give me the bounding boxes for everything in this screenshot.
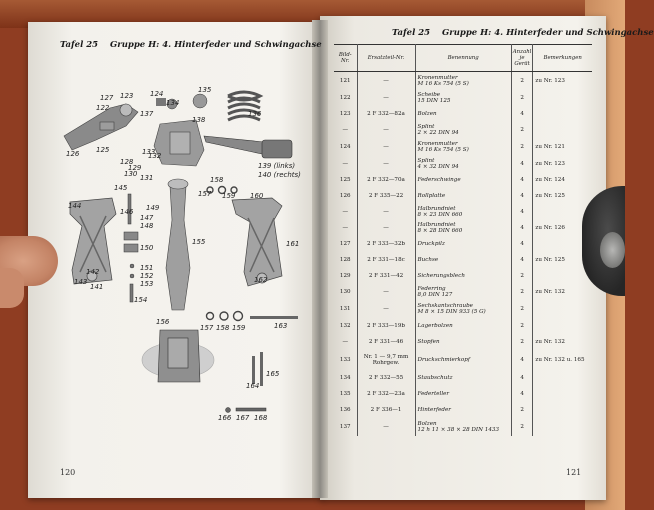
table-row — [334, 236, 592, 252]
a-frame-right — [232, 198, 282, 286]
cell-bemerkungen — [533, 268, 592, 284]
table-row — [334, 334, 592, 350]
cell-bemerkungen: zu Nr. 123 — [535, 77, 565, 84]
callout-160: 160 — [250, 192, 264, 200]
cell-bemerkungen — [533, 386, 592, 402]
cell-benennung: Federteller — [415, 386, 511, 402]
cell-anzahl: 2 — [511, 268, 533, 284]
cell-anzahl: 2 — [511, 90, 533, 106]
spring-cap — [193, 94, 207, 108]
cell-bemerkungen — [533, 318, 592, 334]
col-anzahl: Anzahl je Gerät — [511, 45, 533, 72]
swing-axle-shaft — [166, 179, 190, 310]
cell-ersatzteil-nr: — — [357, 72, 415, 90]
cell-ersatzteil-nr: — — [357, 418, 415, 436]
cell-bild-nr: 136 — [334, 402, 357, 418]
cell-benennung: Federring 8,0 DIN 127 — [415, 284, 511, 300]
cell-bild-nr: 124 — [334, 138, 357, 156]
cell-benennung: Bolzen 12 h 11 × 38 × 28 DIN 1433 — [415, 418, 511, 436]
cell-ersatzteil-nr: 2 F 333—19b — [357, 318, 415, 334]
cell-benennung: Druckschmierkopf — [415, 350, 511, 370]
callout-158b: 158 — [216, 324, 230, 332]
cell-anzahl: 2 — [511, 122, 533, 138]
cell-benennung: Hinterfeder — [415, 402, 511, 418]
callout-141: 141 — [90, 283, 104, 291]
callout-125: 125 — [96, 146, 110, 154]
cell-ersatzteil-nr: 2 F 332—82a — [357, 106, 415, 122]
cell-bild-nr: 137 — [334, 418, 357, 436]
cell-bild-nr: 131 — [334, 300, 357, 318]
callout-127: 127 — [100, 94, 114, 102]
cell-anzahl: 2 — [511, 334, 533, 350]
table-row — [334, 418, 592, 436]
callout-130: 130 — [124, 170, 138, 178]
table-row — [334, 220, 592, 236]
cell-ersatzteil-nr: 2 F 336—1 — [357, 402, 415, 418]
cell-benennung: Splint 2 × 22 DIN 94 — [415, 122, 511, 138]
cell-anzahl: 2 — [511, 72, 533, 90]
cell-anzahl: 4 — [511, 106, 533, 122]
cell-anzahl: 4 — [511, 172, 533, 188]
callout-122: 122 — [96, 104, 110, 112]
table-row — [334, 90, 592, 106]
cell-bild-nr: — — [334, 204, 357, 220]
cell-benennung: Druckpilz — [415, 236, 511, 252]
callout-143: 143 — [74, 278, 88, 286]
cell-bild-nr: 125 — [334, 172, 357, 188]
cell-anzahl: 4 — [511, 220, 533, 236]
callout-124: 124 — [150, 90, 164, 98]
callout-147: 147 — [140, 214, 154, 222]
callout-129: 129 — [128, 164, 142, 172]
table-row — [334, 252, 592, 268]
callout-152: 152 — [140, 272, 154, 280]
callout-155: 155 — [192, 238, 206, 246]
cell-bild-nr: — — [334, 122, 357, 138]
cell-benennung: Lagerbolzen — [415, 318, 511, 334]
cell-bemerkungen — [533, 370, 592, 386]
callout-133: 133 — [142, 148, 156, 156]
cell-anzahl: 4 — [511, 252, 533, 268]
left-header-title: Gruppe H: 4. Hinterfeder und Schwingachse — [109, 40, 322, 50]
cell-benennung: Splint 4 × 32 DIN 94 — [415, 156, 511, 172]
callout-140: 140 (rechts) — [258, 171, 301, 179]
callout-138: 138 — [192, 116, 206, 124]
table-row — [334, 350, 592, 370]
cell-bemerkungen: zu Nr. 132 u. 165 — [535, 356, 585, 363]
cell-ersatzteil-nr: — — [357, 156, 415, 172]
table-row — [334, 188, 592, 204]
cell-bemerkungen: zu Nr. 125 — [535, 256, 565, 263]
cell-ersatzteil-nr: — — [357, 122, 415, 138]
callout-162: 162 — [254, 276, 268, 284]
cell-benennung: Scheibe 15 DIN 125 — [415, 90, 511, 106]
cell-anzahl: 4 — [511, 156, 533, 172]
lever-right — [204, 136, 292, 158]
cell-benennung: Bolzen — [415, 106, 511, 122]
cell-bild-nr: 132 — [334, 318, 357, 334]
cell-benennung: Kronenmutter M 16 Ks 754 (5 S) — [415, 138, 511, 156]
cell-ersatzteil-nr: 2 F 332—70a — [357, 172, 415, 188]
cell-bemerkungen — [533, 418, 592, 436]
table-row — [334, 284, 592, 300]
cell-benennung: Sechskantschraube M 8 × 15 DIN 933 (5 G) — [415, 300, 511, 318]
cell-anzahl: 2 — [511, 318, 533, 334]
callout-159: 159 — [222, 192, 236, 200]
table-row — [334, 386, 592, 402]
cell-bild-nr: 127 — [334, 236, 357, 252]
callout-168: 168 — [254, 414, 268, 422]
cell-ersatzteil-nr: 2 F 331—42 — [357, 268, 415, 284]
cell-bild-nr: 121 — [334, 72, 357, 90]
cell-anzahl: 2 — [511, 284, 533, 300]
callout-148: 148 — [140, 222, 154, 230]
right-header-plate: Tafel 25 — [392, 28, 431, 38]
cell-bild-nr: — — [334, 220, 357, 236]
table-row — [334, 370, 592, 386]
cell-bild-nr: — — [334, 156, 357, 172]
callout-136: 136 — [248, 110, 262, 118]
cell-bild-nr: 128 — [334, 252, 357, 268]
callout-157b: 157 — [200, 324, 214, 332]
callout-131: 131 — [140, 174, 154, 182]
cell-anzahl: 2 — [511, 418, 533, 436]
cell-ersatzteil-nr: 2 F 332—55 — [357, 370, 415, 386]
cell-anzahl: 2 — [511, 300, 533, 318]
callout-159b: 159 — [232, 324, 246, 332]
cell-bemerkungen: zu Nr. 121 — [535, 143, 565, 150]
cell-bemerkungen: zu Nr. 123 — [535, 160, 565, 167]
cell-benennung: Rollplatte — [415, 188, 511, 204]
left-header-plate: Tafel 25 — [60, 40, 99, 50]
cell-anzahl: 4 — [511, 188, 533, 204]
cell-bemerkungen: zu Nr. 132 — [535, 288, 565, 295]
cell-benennung: Halbrundniet 8 × 23 DIN 660 — [415, 204, 511, 220]
callout-145: 145 — [114, 184, 128, 192]
cell-anzahl: 4 — [511, 370, 533, 386]
cell-bemerkungen — [533, 122, 592, 138]
cell-ersatzteil-nr: — — [357, 300, 415, 318]
callout-146: 146 — [120, 208, 134, 216]
callout-134: 134 — [166, 99, 180, 107]
callout-150: 150 — [140, 244, 154, 252]
cell-ersatzteil-nr: 2 F 331—18c — [357, 252, 415, 268]
callout-153: 153 — [140, 280, 154, 288]
cell-anzahl: 4 — [511, 236, 533, 252]
cell-bemerkungen: zu Nr. 124 — [535, 176, 565, 183]
right-page-header — [392, 28, 654, 38]
cell-benennung: Kronenmutter M 16 Ks 754 (5 S) — [415, 72, 511, 90]
cell-bild-nr: 133 — [334, 350, 357, 370]
table-row — [334, 318, 592, 334]
cell-bemerkungen: zu Nr. 132 — [535, 338, 565, 345]
callout-161: 161 — [286, 240, 300, 248]
col-benennung: Benennung — [415, 45, 511, 72]
callout-158: 158 — [210, 176, 224, 184]
cell-bemerkungen: zu Nr. 126 — [535, 224, 565, 231]
table-row — [334, 72, 592, 90]
cell-bild-nr: 134 — [334, 370, 357, 386]
cell-benennung: Buchse — [415, 252, 511, 268]
cell-bild-nr: 123 — [334, 106, 357, 122]
left-hand-finger — [0, 268, 24, 308]
cell-bemerkungen — [533, 300, 592, 318]
cell-bemerkungen — [533, 106, 592, 122]
callout-165: 165 — [266, 370, 280, 378]
cell-ersatzteil-nr: 2 F 335—22 — [357, 188, 415, 204]
cell-anzahl: 4 — [511, 204, 533, 220]
cell-ersatzteil-nr: Nr. 1 — 9,7 mm Rohrgew. — [357, 350, 415, 370]
callout-149: 149 — [146, 204, 160, 212]
cell-ersatzteil-nr: 2 F 331—46 — [357, 334, 415, 350]
callout-137: 137 — [140, 110, 154, 118]
callout-123: 123 — [120, 92, 134, 100]
cell-benennung: Staubschutz — [415, 370, 511, 386]
cell-benennung: Halbrundniet 8 × 28 DIN 660 — [415, 220, 511, 236]
cell-anzahl: 4 — [511, 386, 533, 402]
cell-benennung: Sicherungsblech — [415, 268, 511, 284]
table-row — [334, 156, 592, 172]
col-ersatzteil-nr: Ersatzteil-Nr. — [357, 45, 415, 72]
cell-ersatzteil-nr: — — [357, 138, 415, 156]
cell-bild-nr: 129 — [334, 268, 357, 284]
table-row — [334, 204, 592, 220]
cell-benennung: Stopfen — [415, 334, 511, 350]
callout-132: 132 — [148, 152, 162, 160]
table-row — [334, 268, 592, 284]
col-bild-nr: Bild-Nr. — [334, 45, 357, 72]
cell-ersatzteil-nr: 2 F 333—32b — [357, 236, 415, 252]
dust-cover — [156, 98, 166, 106]
left-page-number: 120 — [60, 468, 76, 477]
cell-ersatzteil-nr: 2 F 332—23a — [357, 386, 415, 402]
callout-154: 154 — [134, 296, 148, 304]
callout-151: 151 — [140, 264, 154, 272]
table-row — [334, 122, 592, 138]
callout-156: 156 — [156, 318, 170, 326]
callout-135: 135 — [198, 86, 212, 94]
cell-bild-nr: — — [334, 334, 357, 350]
table-row — [334, 402, 592, 418]
rods — [252, 352, 263, 386]
callout-142: 142 — [86, 268, 100, 276]
cell-ersatzteil-nr: — — [357, 204, 415, 220]
cell-bemerkungen: zu Nr. 125 — [535, 192, 565, 199]
cell-anzahl: 2 — [511, 138, 533, 156]
cell-ersatzteil-nr: — — [357, 284, 415, 300]
callout-157: 157 — [198, 190, 212, 198]
housing — [154, 120, 204, 166]
right-clip-highlight — [600, 232, 625, 268]
table-row — [334, 300, 592, 318]
table-row — [334, 106, 592, 122]
bottom-bolt — [226, 408, 267, 413]
cell-bild-nr: 122 — [334, 90, 357, 106]
long-bolt — [250, 316, 298, 319]
table-row — [334, 172, 592, 188]
cell-bild-nr: 130 — [334, 284, 357, 300]
cell-anzahl: 4 — [511, 350, 533, 370]
cell-ersatzteil-nr: — — [357, 90, 415, 106]
callout-139: 139 (links) — [258, 162, 296, 170]
cell-bild-nr: 126 — [334, 188, 357, 204]
callout-166: 166 — [218, 414, 232, 422]
table-header-row — [334, 45, 592, 72]
cell-benennung: Federschwinge — [415, 172, 511, 188]
lower-hub — [142, 330, 214, 382]
cell-anzahl: 2 — [511, 402, 533, 418]
cell-bemerkungen — [533, 402, 592, 418]
cell-ersatzteil-nr: — — [357, 220, 415, 236]
cell-bemerkungen — [533, 90, 592, 106]
table-row — [334, 138, 592, 156]
col-bemerkungen: Bemerkungen — [533, 45, 592, 72]
right-page-number: 121 — [566, 468, 582, 477]
callout-164: 164 — [246, 382, 260, 390]
right-header-title: Gruppe H: 4. Hinterfeder und Schwingachse — [441, 28, 654, 38]
callout-167: 167 — [236, 414, 250, 422]
callout-126: 126 — [66, 150, 80, 158]
parts-table — [334, 44, 592, 436]
parts-table-body — [334, 72, 592, 436]
callout-128: 128 — [120, 158, 134, 166]
cell-bild-nr: 135 — [334, 386, 357, 402]
callout-144: 144 — [68, 202, 82, 210]
callout-163: 163 — [274, 322, 288, 330]
